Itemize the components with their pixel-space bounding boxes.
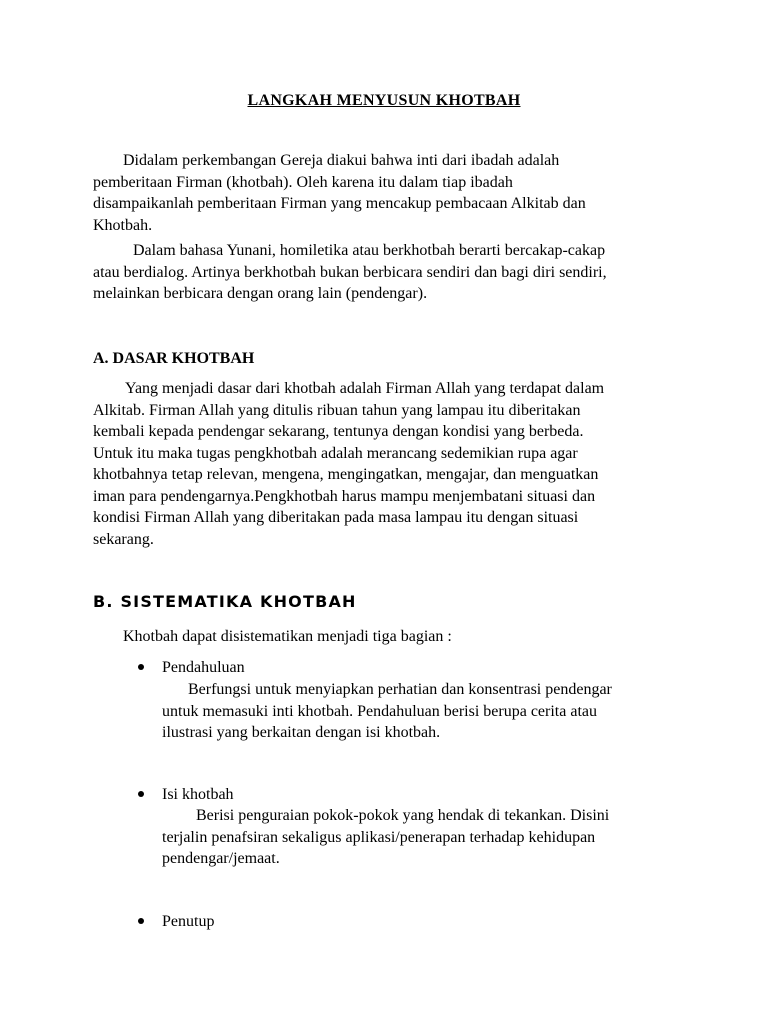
paragraph-line: ilustrasi yang berkaitan dengan isi khotbah. xyxy=(162,724,441,741)
intro-paragraph-1 xyxy=(93,150,693,236)
paragraph-line: terjalin penafsiran sekaligus aplikasi/penerapan terhadap kehidupan xyxy=(162,828,596,846)
paragraph-line: kembali kepada pendengar sekarang, tentunya dengan kondisi yang berbeda. xyxy=(93,423,584,440)
paragraph-line: atau berdialog. Artinya berkhotbah bukan berbicara sendiri dan bagi diri sendiri, xyxy=(93,263,607,281)
paragraph-line: Didalam perkembangan Gereja diakui bahwa inti dari ibadah adalah xyxy=(123,152,560,169)
paragraph-line: pemberitaan Firman (khotbah). Oleh karena itu dalam tiap ibadah xyxy=(93,173,513,191)
paragraph-line: Alkitab. Firman Allah yang ditulis ribuan tahun yang lampau itu diberitakan xyxy=(93,401,581,419)
section-a-paragraph xyxy=(93,378,693,550)
paragraph-line: iman para pendengarnya.Pengkhotbah harus mampu menjembatani situasi dan xyxy=(93,487,596,505)
section-a-heading: A. DASAR KHOTBAH xyxy=(93,350,255,367)
section-b-intro xyxy=(123,626,723,648)
paragraph-line: Khotbah dapat disistematikan menjadi tiga bagian : xyxy=(123,628,452,645)
paragraph-line: Khotbah. xyxy=(93,216,153,234)
bullet-body-pendahuluan xyxy=(162,679,702,744)
paragraph-line: kondisi Firman Allah yang diberitakan pada masa lampau itu dengan situasi xyxy=(93,509,579,526)
bullet-label-penutup: Penutup xyxy=(162,913,215,930)
paragraph-line: pendengar/jemaat. xyxy=(162,850,280,867)
section-b-heading: B. SISTEMATIKA KHOTBAH xyxy=(93,592,357,611)
paragraph-line: Yang menjadi dasar dari khotbah adalah Firman Allah yang terdapat dalam xyxy=(125,380,605,397)
paragraph-line: sekarang. xyxy=(93,530,154,548)
bullet-icon xyxy=(138,791,144,797)
paragraph-line: Berfungsi untuk menyiapkan perhatian dan konsentrasi pendengar xyxy=(188,681,612,698)
bullet-label-isi-khotbah: Isi khotbah xyxy=(162,786,234,803)
paragraph-line: Dalam bahasa Yunani, homiletika atau berkhotbah berarti bercakap-cakap xyxy=(133,242,606,259)
bullet-body-isi-khotbah xyxy=(162,805,702,870)
paragraph-line: melainkan berbicara dengan orang lain (pendengar). xyxy=(93,285,428,302)
document-title: LANGKAH MENYUSUN KHOTBAH xyxy=(247,92,521,109)
bullet-label-pendahuluan: Pendahuluan xyxy=(162,659,245,676)
bullet-icon xyxy=(138,664,144,670)
paragraph-line: Untuk itu maka tugas pengkhotbah adalah merancang sedemikian rupa agar xyxy=(93,444,578,462)
paragraph-line: untuk memasuki inti khotbah. Pendahuluan berisi berupa cerita atau xyxy=(162,702,597,720)
paragraph-line: khotbahnya tetap relevan, mengena, mengingatkan, mengajar, dan menguatkan xyxy=(93,466,599,483)
bullet-icon xyxy=(138,918,144,924)
paragraph-line: disampaikanlah pemberitaan Firman yang mencakup pembacaan Alkitab dan xyxy=(93,195,586,212)
paragraph-line: Berisi penguraian pokok-pokok yang hendak di tekankan. Disini xyxy=(196,807,610,824)
intro-paragraph-2 xyxy=(93,240,693,305)
